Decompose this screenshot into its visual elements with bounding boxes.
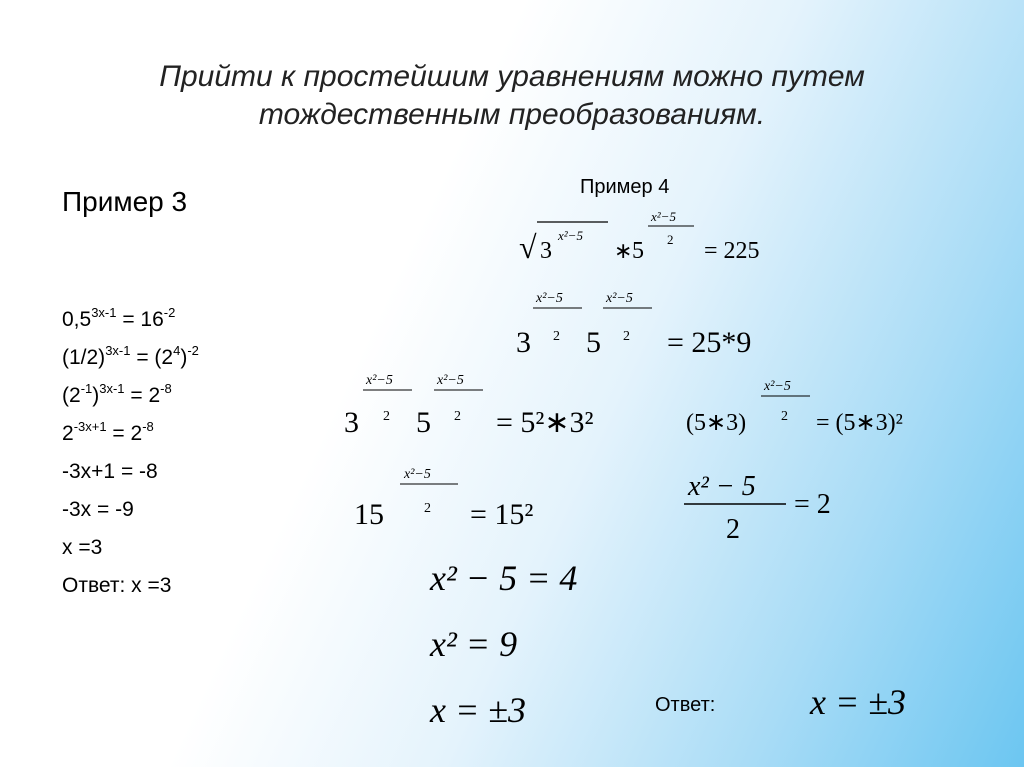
equation-1: [519, 209, 760, 265]
example-3-heading: Пример 3: [62, 186, 188, 217]
rhs: = 5²∗3²: [496, 406, 594, 439]
exp-denominator: 2: [781, 409, 788, 424]
base-3: 3: [516, 326, 531, 359]
step-6: -3x = -9: [62, 498, 134, 521]
exp-numerator: x²−5: [651, 209, 676, 224]
step-5: -3x+1 = -8: [62, 460, 158, 483]
answer-4-label: Ответ:: [655, 694, 716, 716]
exp-numerator: x²−5: [606, 291, 633, 306]
answer-4: x = ±3: [810, 682, 907, 722]
base-5x3: (5∗3): [686, 410, 747, 436]
step-4: $2^{-3x+1} = 2^{-8}$: [62, 419, 154, 445]
exp-numerator: x²−5: [437, 373, 464, 388]
exponent: x²−5: [558, 228, 583, 243]
base-5: 5: [416, 406, 431, 439]
step-3: $(2^{-1})^{3x-1} = 2^{-8}$: [62, 381, 172, 407]
equation-2: [516, 291, 751, 359]
times: ∗: [614, 238, 633, 263]
rhs: = 25*9: [667, 326, 752, 359]
sqrt-sign: √: [519, 229, 537, 265]
title-line-1: Прийти к простейшим уравнениям можно путем: [159, 60, 865, 93]
rhs: = 225: [704, 238, 760, 264]
rhs: = (5∗3)²: [816, 410, 903, 436]
exp-denominator: 2: [667, 232, 674, 247]
base-3: 3: [344, 406, 359, 439]
exp-denominator: 2: [454, 409, 461, 424]
exp-numerator: x²−5: [366, 373, 393, 388]
equation-6: [684, 471, 831, 545]
exp-numerator: x²−5: [764, 379, 791, 394]
equation-4: [686, 379, 903, 436]
equation-3: [344, 373, 594, 439]
exp-denominator: 2: [623, 329, 630, 344]
answer-3: Ответ: x =3: [62, 574, 172, 597]
rhs: = 15²: [470, 498, 534, 531]
exp-numerator: x²−5: [404, 467, 431, 482]
equation-5: [354, 467, 533, 531]
equation-8: x² = 9: [430, 624, 518, 664]
title-line-2: тождественным преобразованиям.: [258, 98, 766, 131]
rhs: = 2: [794, 489, 831, 520]
step-1: $0,5^{3x-1} = 16^{-2}$: [62, 305, 176, 331]
exp-denominator: 2: [383, 409, 390, 424]
base-3: 3: [540, 238, 552, 264]
fraction-denominator: 2: [726, 514, 740, 545]
equation-9: x = ±3: [430, 690, 527, 730]
example-4-heading: Пример 4: [580, 176, 670, 198]
step-7: x =3: [62, 536, 103, 559]
base-15: 15: [354, 498, 384, 531]
base-5: 5: [586, 326, 601, 359]
equation-7: x² − 5 = 4: [430, 558, 578, 598]
exp-denominator: 2: [553, 329, 560, 344]
fraction-numerator: x² − 5: [688, 471, 756, 502]
exp-denominator: 2: [424, 501, 431, 516]
step-2: $(1/2)^{3x-1} = (2^4)^{-2}$: [62, 343, 199, 369]
base-5: 5: [632, 238, 644, 264]
exp-numerator: x²−5: [536, 291, 563, 306]
